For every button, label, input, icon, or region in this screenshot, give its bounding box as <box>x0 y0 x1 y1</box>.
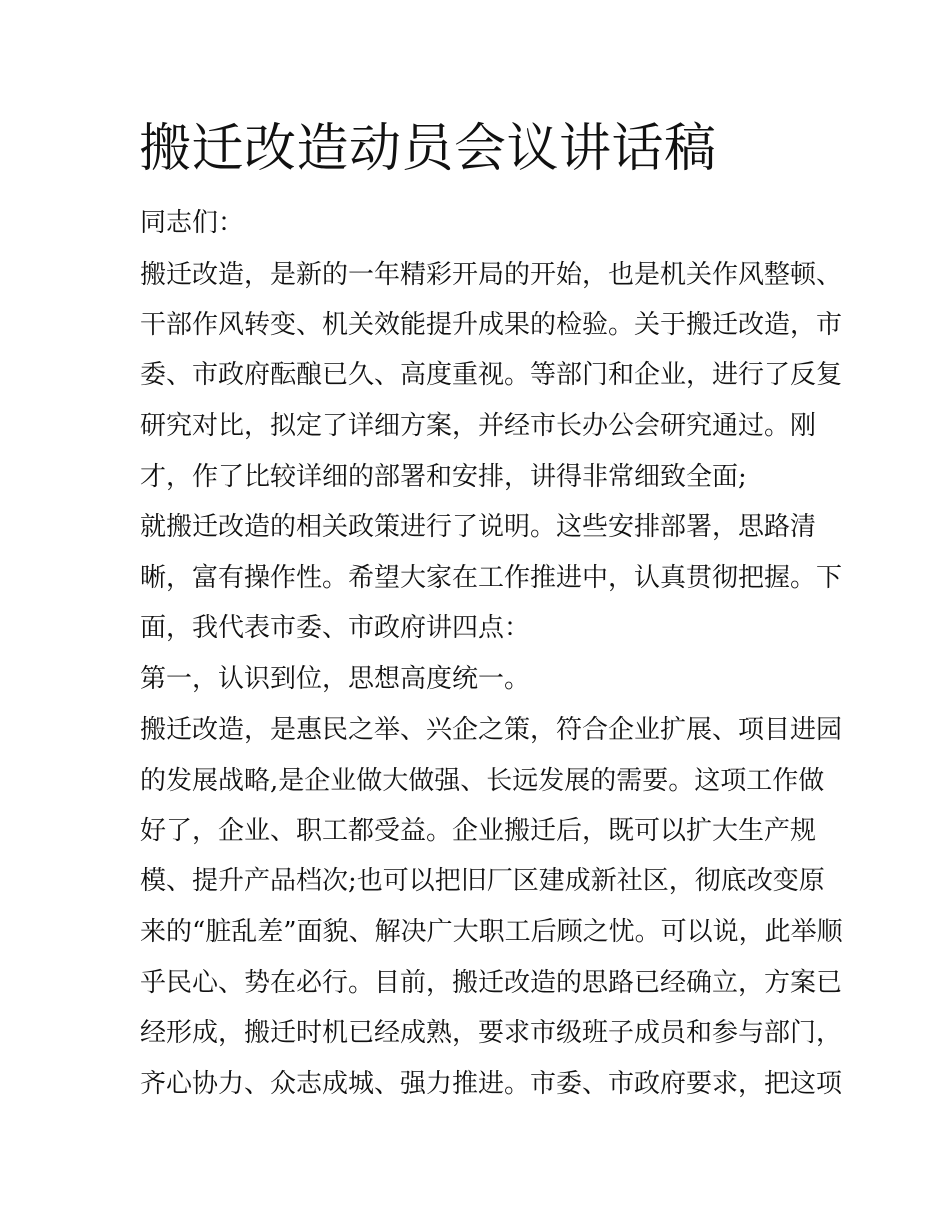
body-line-14: 来的“脏乱差”面貌、解决广大职工后顾之忧。可以说，此举顺 <box>140 917 843 947</box>
body-line-16: 经形成，搬迁时机已经成熟，要求市级班子成员和参与部门， <box>140 1018 843 1048</box>
body-line-13: 模、提升产品档次;也可以把旧厂区建成新社区，彻底改变原 <box>140 866 825 896</box>
body-line-17: 齐心协力、众志成城、强力推进。市委、市政府要求，把这项 <box>140 1069 843 1099</box>
body-line-8: 面，我代表市委、市政府讲四点： <box>140 613 531 643</box>
body-line-6: 就搬迁改造的相关政策进行了说明。这些安排部署，思路清 <box>140 512 817 542</box>
body-line-10: 搬迁改造，是惠民之举、兴企之策，符合企业扩展、项目进园 <box>140 715 843 745</box>
body-line-11: 的发展战略,是企业做大做强、长远发展的需要。这项工作做 <box>140 766 825 796</box>
body-line-2: 干部作风转变、机关效能提升成果的检验。关于搬迁改造，市 <box>140 310 843 340</box>
body-line-5: 才，作了比较详细的部署和安排，讲得非常细致全面; <box>140 462 747 492</box>
body-line-4: 研究对比，拟定了详细方案，并经市长办公会研究通过。刚 <box>140 411 817 441</box>
body-line-15: 乎民心、势在必行。目前，搬迁改造的思路已经确立，方案已 <box>140 968 843 998</box>
document-title: 搬迁改造动员会议讲话稿 <box>139 119 717 179</box>
body-line-1: 搬迁改造，是新的一年精彩开局的开始，也是机关作风整顿、 <box>140 260 843 290</box>
body-line-7: 晰，富有操作性。希望大家在工作推进中，认真贯彻把握。下 <box>140 563 843 593</box>
body-line-12: 好了，企业、职工都受益。企业搬迁后，既可以扩大生产规 <box>140 816 817 846</box>
salutation-line: 同志们： <box>140 208 245 238</box>
body-line-3: 委、市政府酝酿已久、高度重视。等部门和企业，进行了反复 <box>140 360 843 390</box>
section-heading-1: 第一，认识到位，思想高度统一。 <box>140 664 531 694</box>
